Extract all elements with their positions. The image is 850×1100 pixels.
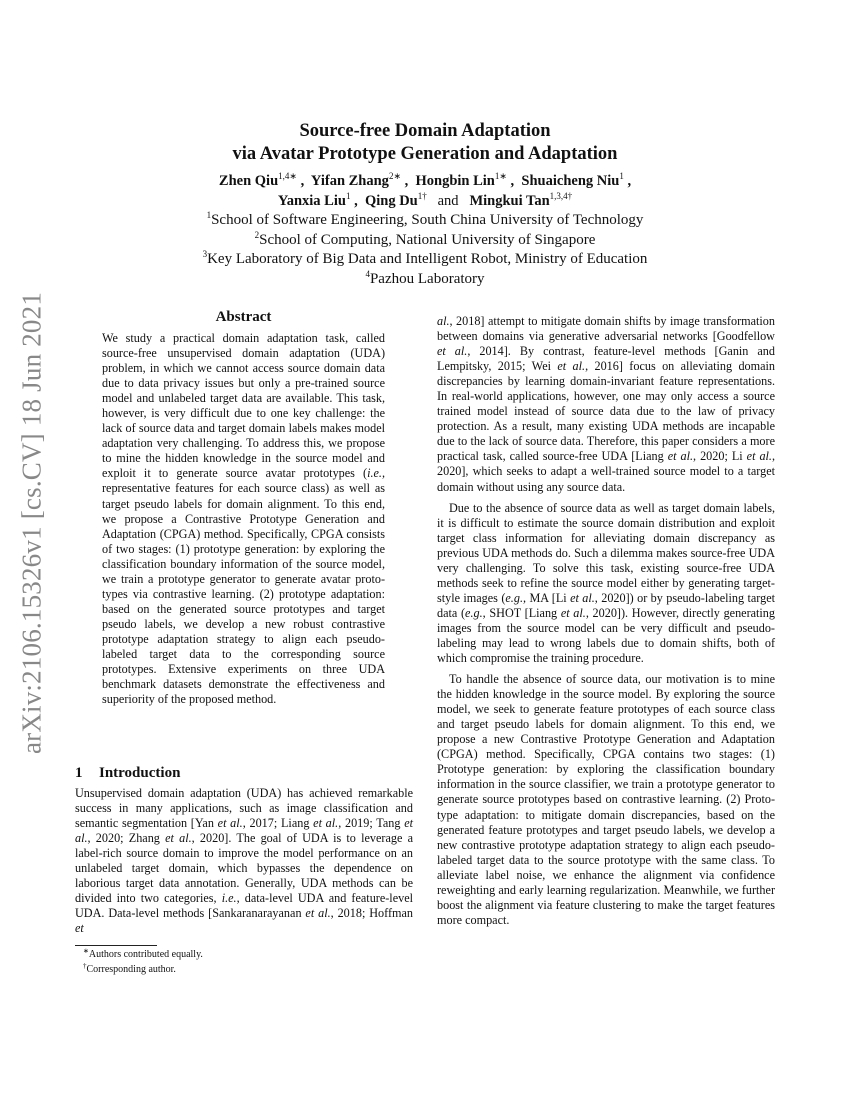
body-text: et al. [437,344,468,359]
body-text: , 2018] attempt to mitigate domain shifts by image transformation between domains via generative adversarial networks [Goodfellow [437,314,775,344]
author-sup: 1 [345,190,351,201]
body-text: To handle the absence of source data, our motivation is to mine the hidden knowledge in the source model. By exploring the source model, we seek to generate feature prototypes of each source class and target pseudo labels for domain alignment. To this end, we propose a new Contrastive Prototype Generation and Adaptation (CPGA) method. Specifically, CPGA contains two stages: (1) Prototype generation: by exploring the classification boundary information in the source classifier, we train a prototype generator to generate source prototypes based on contrastive learning. (2) Prototype adaptation: to mitigate domain discrepancies, based on the generated feature prototypes and target pseudo labels, we develop a new contrastive prototype adaptation strategy to align each pseudo-labeled target data to the source prototype with the same class. To alleviate label noise, we enhance the alignment via confidence reweighting and early learning regularization. Meanwhile, we further boost the alignment via feature clustering to make the target features more compact. [437,672,775,927]
body-text: , 2020], which seeks to adapt a well-trained source model to a target domain without using any source data. [437,449,776,494]
body-text: , 2020; Li [693,449,747,464]
body-text: et al. [570,590,595,605]
author: Qing Du [364,192,418,209]
body-text: et al. [217,816,243,831]
body-text: al. [437,314,450,328]
body-text: , 2020; Zhang [87,831,166,846]
body-text: et al. [667,449,694,464]
author-list: Zhen Qiu$^{1,4∗}$ , Yifan Zhang$^{2∗}$ , Hongbin Lin$^{1∗}$ , Shuaicheng Niu$^1$ , Yanxia Liu$^1$ , Qing $Du^{1\dagger}$ and Mingkui Tan$^{1,3,4\dagger}$ [218,171,632,209]
body-text: i.e. [221,891,237,906]
abstract-text: representative features for each source class) as well as target pseudo labels for domain alignment. To this end, we propose a Contrastive Prototype Generation and Adaptation (CPGA) method. Specifically, CPGA consists of two stages: (1) prototype generation: by exploring the classification boundary information of the source model, we train a prototype generator to generate avatar prototypes via contrastive learning. (2) prototype adaptation: based on the generated source prototypes and target pseudo labels, we develop a new robust contrastive prototype adaptation strategy to align each pseudo-labeled target data to the corresponding source prototypes. Extensive experiments on three UDA benchmark datasets demonstrate the effectiveness and superiority of the proposed method. [102,481,385,707]
affiliation [150,250,700,270]
paper-header [150,120,700,289]
affiliation [150,211,700,231]
author: Yifan Zhang [310,173,389,189]
arxiv-id-text: arXiv:2106.15326v1 [cs.CV] 18 Jun 2021 [16,291,47,754]
body-text: e.g., [505,590,527,605]
section-title: Introduction [99,765,181,781]
footnote-text: Authors contributed equally. [88,949,203,960]
body-text: e.g., [465,605,486,620]
body-text: , 2017; Liang [242,816,314,831]
abstract-text: We study a practical domain adaptation task, called source-free unsupervised domain adaptation (UDA) problem, in which we cannot access source domain data due to data privacy issues but only a pre-trained source model and unlabeled target data are available. This task, however, is very difficult due to one key challenge: the lack of source data and target domain labels makes model adaptation very challenging. To address this, we propose to mine the hidden knowledge in the source model and exploit it to generate source avatar prototypes ( [102,331,385,481]
affiliation-sup: 4 [365,268,370,279]
author-sup: 1† [417,190,427,201]
author: Yanxia Liu [277,192,346,209]
body-text: et al. [75,816,413,846]
body-text: , 2020]) or by pseudo-labeling target data ( [437,590,775,620]
affiliation-sup: 3 [202,249,208,259]
body-text: , 2020]). However, directly generating images from the source model can be very difficult and pseudo-labeling may lead to wrong labels due to domain shifts, both of which compromise the training procedure. [437,605,775,666]
author-sup: 1∗ [494,171,507,181]
body-text: Unsupervised domain adaptation (UDA) has achieved remarkable success in many applications, such as image classification and semantic segmentation [Yan [75,786,413,831]
footnote-text: Corresponding author. [86,963,176,975]
author: Shuaicheng Niu [521,173,620,189]
body-text: , 2016] focus on alleviating domain discrepancies by learning domain-invariant feature representations. In real-world applications, however, one may only access a source trained model instead of source data due to the law of privacy protection. As a result, many existing UDA methods are incapable due to the lack of source data. Therefore, this paper considers a more practical task, called source-free UDA [Liang [437,359,775,464]
affiliation-sup: 2 [254,229,260,240]
author-sup: 1 [619,171,624,181]
section-number: 1 [75,765,83,781]
body-text: , data-level UDA and feature-level UDA. Data-level methods [Sankaranarayanan [75,891,413,921]
body-text: et [75,921,84,936]
footnote-mark: ∗ [83,947,89,955]
affiliation-sup: 1 [206,210,212,220]
abstract-heading: Abstract [215,309,272,325]
affiliation [150,231,700,251]
body-text: Due to the absence of source data as well as target domain labels, it is difficult to estimate the source domain distribution and exploit target class information for alleviating domain discrepancy as previous UDA methods do. Such a dilemma makes source-free UDA very challenging. To solve this task, existing source-free UDA methods seek to refine the source model either by generating target-style images ( [437,500,775,605]
body-text: et al. [557,359,586,374]
body-text: , 2014]. By contrast, feature-level methods [Ganin and Lempitsky, 2015; Wei [437,344,775,374]
abstract-body [102,331,385,707]
author: Hongbin Lin [415,173,495,189]
arxiv-identifier-sidebar [12,291,52,754]
footnote [75,948,203,963]
body-text: , 2019; Tang [338,816,405,831]
footnotes [75,948,203,977]
author-sup: 1,4∗ [278,171,297,181]
section-heading-introduction [75,765,180,782]
introduction-right-column [437,314,775,928]
body-text: et al. [305,906,331,921]
affiliation-text: Pazhou Laboratory [369,270,485,287]
author: Mingkui Tan [469,192,550,209]
author-sup: 2∗ [388,171,401,181]
paper-title [150,120,700,166]
author-sup: 1,3,4† [549,190,573,201]
affiliation-text: School of Computing, National University of Singapore [259,231,596,248]
body-text: et al. [746,449,772,464]
footnote-rule [75,945,157,946]
and-word: and [437,192,459,209]
introduction-left-column [75,786,413,936]
affiliation-text: School of Software Engineering, South China University of Technology [211,212,644,228]
author: Zhen Qiu [218,173,279,189]
title-line-1: Source-free Domain Adaptation [299,121,551,141]
body-text: , 2018; Hoffman [330,906,413,921]
body-text: MA [Li [526,590,571,605]
affiliation [150,270,700,290]
affiliation-text: Key Laboratory of Big Data and Intelligent Robot, Ministry of Education [207,251,648,267]
footnote-mark: † [83,961,87,970]
body-text: , 2020]. The goal of UDA is to leverage a label-rich source domain to improve the model performance on an unlabeled target domain, which bypasses the dependence on laborious target data annotation. Generally, UDA methods can be divided into two categories, [75,831,413,906]
body-text: SHOT [Liang [485,605,561,620]
body-text: et al. [560,605,586,620]
body-text: et al. [313,816,339,831]
title-line-2: via Avatar Prototype Generation and Adaptation [232,144,618,164]
footnote [75,963,203,978]
body-text: et al. [165,831,192,846]
abstract-text: i.e., [367,466,385,481]
